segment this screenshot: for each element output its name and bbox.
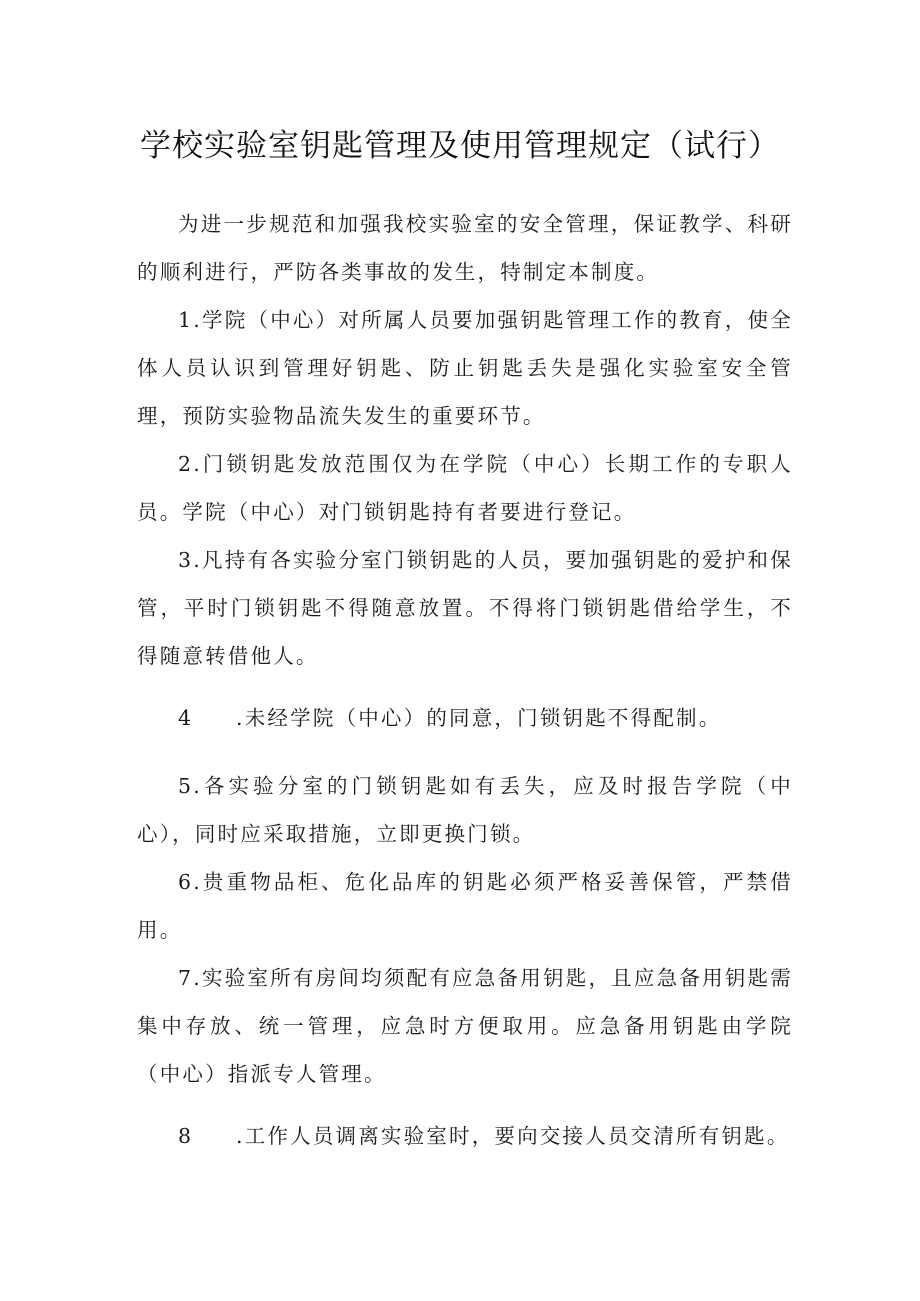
document-body [137,200,793,1160]
document-title: 学校实验室钥匙管理及使用管理规定（试行） [140,128,780,164]
item-number: 3 [178,548,194,572]
item-number: 8 [178,1124,194,1148]
item-number: 6 [178,870,194,894]
list-item [137,296,793,440]
item-number: 4 [178,706,194,730]
item-text: .学院（中心）对所属人员要加强钥匙管理工作的教育，使全体人员认识到管理好钥匙、防止钥匙丢失是强化实验室安全管理，预防实验物品流失发生的重要环节。 [137,308,793,428]
item-text: .实验室所有房间均须配有应急备用钥匙，且应急备用钥匙需集中存放、统一管理，应急时方便取用。应急备用钥匙由学院（中心）指派专人管理。 [137,966,793,1086]
item-number: 5 [178,774,194,798]
list-item [137,694,793,742]
item-number: 7 [178,966,194,990]
item-number: 2 [178,452,194,476]
list-item [137,858,793,954]
item-text: .凡持有各实验分室门锁钥匙的人员，要加强钥匙的爱护和保管，平时门锁钥匙不得随意放置。不得将门锁钥匙借给学生，不得随意转借他人。 [137,548,793,668]
intro-paragraph: 为进一步规范和加强我校实验室的安全管理，保证教学、科研的顺利进行，严防各类事故的发生，特制定本制度。 [137,212,793,284]
item-text: .未经学院（中心）的同意，门锁钥匙不得配制。 [236,706,722,730]
item-text: .门锁钥匙发放范围仅为在学院（中心）长期工作的专职人员。学院（中心）对门锁钥匙持有者要进行登记。 [137,452,793,524]
item-text: .工作人员调离实验室时，要向交接人员交清所有钥匙。 [236,1124,790,1148]
list-item [137,762,793,858]
list-item [137,440,793,536]
list-item [137,1112,793,1160]
item-text: .各实验分室的门锁钥匙如有丢失，应及时报告学院（中心），同时应采取措施，立即更换门锁。 [137,774,793,846]
list-item [137,954,793,1098]
item-number: 1 [178,308,194,332]
item-text: .贵重物品柜、危化品库的钥匙必须严格妥善保管，严禁借用。 [137,870,793,942]
list-item [137,536,793,680]
